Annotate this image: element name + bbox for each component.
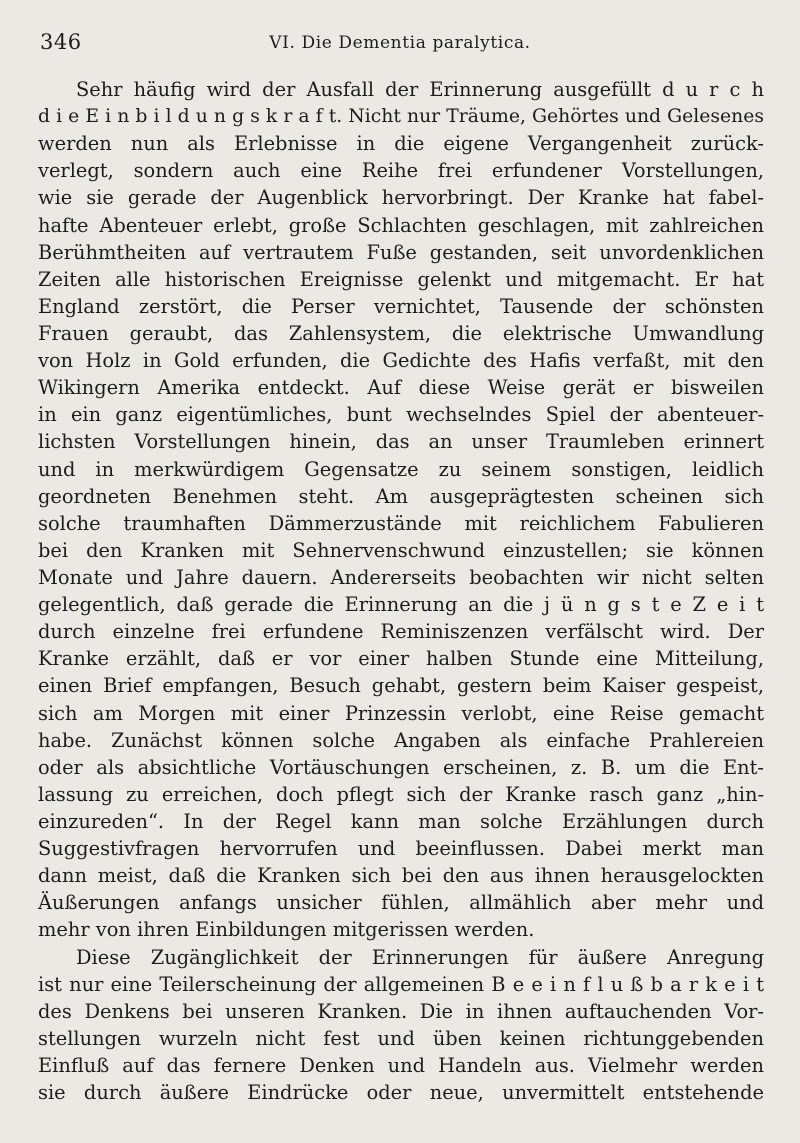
- running-head: VI. Die Dementia paralytica.: [269, 33, 531, 53]
- text-line: einzureden“. In der Regel kann man solche Erzählungen durch: [38, 809, 764, 833]
- text-line: verlegt, sondern auch eine Reihe frei erfundener Vorstellungen,: [38, 159, 764, 183]
- text-line: oder als absichtliche Vortäuschungen erscheinen, z. B. um die Ent-: [38, 755, 764, 779]
- text-line: Monate und Jahre dauern. Andererseits beobachten wir nicht selten: [38, 565, 764, 589]
- text-line: Frauen geraubt, das Zahlensystem, die elektrische Umwandlung: [38, 321, 764, 345]
- text-line: sich am Morgen mit einer Prinzessin verlobt, eine Reise gemacht: [38, 701, 764, 725]
- text-line: gelegentlich, daß gerade die Erinnerung an die j ü n g s t e Z e i t: [38, 593, 764, 617]
- text-line: lichsten Vorstellungen hinein, das an unser Traumleben erinnert: [38, 430, 764, 454]
- text-line: ist nur eine Teilerscheinung der allgemeinen B e e i n f l u ß b a r k e i t: [38, 972, 764, 996]
- page-number: 346: [40, 30, 82, 54]
- text-line: Berühmtheiten auf vertrautem Fuße gestanden, seit unvordenklichen: [38, 240, 764, 264]
- body-text: [38, 76, 764, 1106]
- text-line: Sehr häufig wird der Ausfall der Erinnerung ausgefüllt d u r c h: [76, 78, 764, 101]
- text-line: geordneten Benehmen steht. Am ausgeprägtesten scheinen sich: [38, 484, 764, 508]
- text-line: dann meist, daß die Kranken sich bei den aus ihnen herausgelockten: [38, 864, 764, 888]
- text-line: wie sie gerade der Augenblick hervorbringt. Der Kranke hat fabel-: [38, 186, 764, 210]
- text-line: Äußerungen anfangs unsicher fühlen, allmählich aber mehr und: [38, 891, 764, 915]
- text-line: des Denkens bei unseren Kranken. Die in ihnen auftauchenden Vor-: [38, 999, 764, 1023]
- text-line: hafte Abenteuer erlebt, große Schlachten geschlagen, mit zahlreichen: [38, 213, 764, 237]
- text-line: stellungen wurzeln nicht fest und üben keinen richtunggebenden: [38, 1026, 764, 1050]
- text-line: solche traumhaften Dämmerzustände mit reichlichem Fabulieren: [38, 511, 764, 535]
- text-line: werden nun als Erlebnisse in die eigene Vergangenheit zurück-: [38, 132, 764, 156]
- text-line: Diese Zugänglichkeit der Erinnerungen für äußere Anregung: [76, 945, 764, 969]
- text-line: bei den Kranken mit Sehnervenschwund einzustellen; sie können: [38, 538, 764, 562]
- text-line: in ein ganz eigentümliches, bunt wechselndes Spiel der abenteuer-: [38, 403, 764, 427]
- text-line: Einfluß auf das fernere Denken und Handeln aus. Vielmehr werden: [38, 1053, 764, 1077]
- text-line: Zeiten alle historischen Ereignisse gelenkt und mitgemacht. Er hat: [38, 267, 764, 291]
- text-line: Wikingern Amerika entdeckt. Auf diese Weise gerät er bisweilen: [38, 376, 764, 400]
- text-line: habe. Zunächst können solche Angaben als einfache Prahlereien: [38, 728, 764, 752]
- text-line: mehr von ihren Einbildungen mitgerissen werden.: [38, 918, 535, 942]
- text-line: durch einzelne frei erfundene Reminiszenzen verfälscht wird. Der: [38, 620, 764, 644]
- text-line: einen Brief empfangen, Besuch gehabt, gestern beim Kaiser gespeist,: [38, 674, 764, 698]
- text-line: lassung zu erreichen, doch pflegt sich der Kranke rasch ganz „hin-: [38, 782, 764, 806]
- text-line: von Holz in Gold erfunden, die Gedichte des Hafis verfaßt, mit den: [38, 349, 764, 373]
- text-line: und in merkwürdigem Gegensatze zu seinem sonstigen, leidlich: [38, 457, 764, 481]
- text-line: d i e E i n b i l d u n g s k r a f t. Nicht nur Träume, Gehörtes und Gelesenes: [38, 106, 764, 128]
- text-line: England zerstört, die Perser vernichtet, Tausende der schönsten: [38, 294, 764, 318]
- text-line: Kranke erzählt, daß er vor einer halben Stunde eine Mitteilung,: [38, 647, 764, 671]
- text-line: sie durch äußere Eindrücke oder neue, unvermittelt entstehende: [38, 1081, 764, 1105]
- text-line: Suggestivfragen hervorrufen und beeinflussen. Dabei merkt man: [38, 837, 764, 861]
